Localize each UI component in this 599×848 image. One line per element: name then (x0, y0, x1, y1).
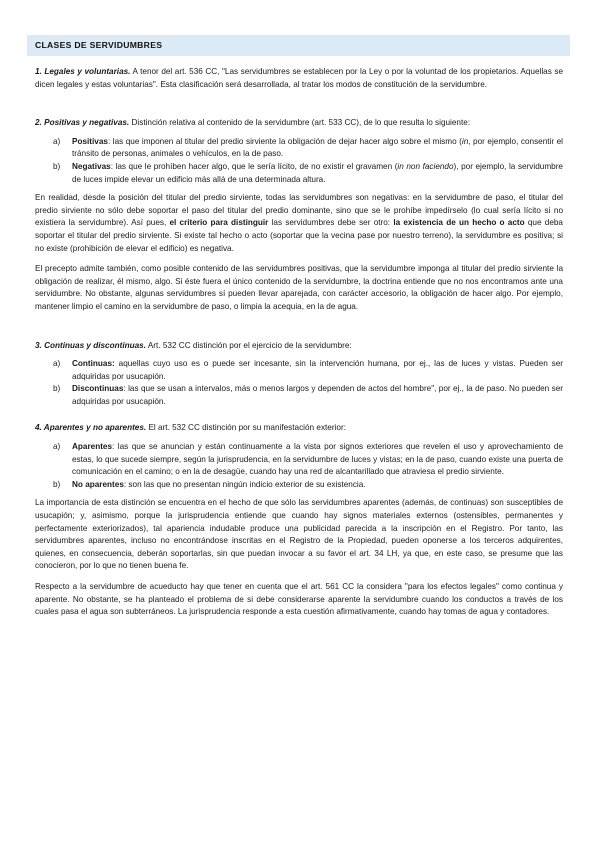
heading-continuas: 3. Continuas y discontinuas. (35, 340, 147, 350)
list-item: a) Aparentes: las que se anuncian y están continuamente a la vista por signos exteriores que revelen el uso y aprovechamiento de estas, lo que sucede siempre, según la jurisprudencia, en la servidumbre de luces y vistas; en la de paso, cuando existe una puerta de comunicación en el camino; o en la de desagüe, cuando hay una red de alcantarillado que atraviesa el predio sirviente. (53, 442, 563, 477)
heading-positivas: 2. Positivas y negativas. (35, 118, 130, 128)
paragraph-positivas-intro: 2. Positivas y negativas. Distinción relativa al contenido de la servidumbre (art. 533 CC), de lo que resulta lo siguiente: (35, 118, 471, 128)
section-title-banner (27, 35, 570, 56)
list-item: a) Positivas: las que imponen al titular del predio sirviente la obligación de dejar hacer algo sobre el mismo (in, por ejemplo, consentir el tránsito de personas, animales o vehículos, en la de paso. (53, 136, 563, 159)
list-continuas-discontinuas (35, 358, 563, 408)
list-item: b) Discontinuas: las que se usan a intervalos, más o menos largos y dependen de actos del hombre", por ej., la de paso. No pueden ser adquiridas por usucapión. (53, 384, 563, 406)
document-body (35, 66, 563, 619)
list-item: b) Negativas: las que le prohíben hacer algo, que le sería lícito, de no existir el gravamen (in non faciendo), por ejemplo, la servidumbre de luces impide elevar un edificio más allá de una determinada altura. (53, 161, 563, 184)
list-positivas-negativas (35, 136, 563, 186)
paragraph-importancia: La importancia de esta distinción se encuentra en el hecho de que sólo las servidumbres aparentes (además, de continuas) son susceptibles de usucapión; y, asimismo, porque la jurisprudencia entiende que cuando hay signos materiales externos (ostensibles, permanentes y perfectamente exteriorizados), tal apariencia indudable produce una publicidad parecida a la inscripción en el Registro. Por tanto, las servidumbres aparentes, incluso no encontrándose inscritas en el Registro de la Propiedad, pueden oponerse a los terceros adquirentes, quienes, en consecuencia, deberán soportarlas, sin que puedan invocar a su favor el art. 34 LH, ya que, en este caso, se presume que las conocieron, por lo que no tienen buena fe. (35, 498, 563, 571)
list-aparentes-no-aparentes (35, 441, 563, 491)
heading-aparentes: 4. Aparentes y no aparentes. (35, 423, 147, 433)
paragraph-precepto: El precepto admite también, como posible contenido de las servidumbres positivas, que la servidumbre imponga al titular del predio sirviente la obligación de realizar, él mismo, algo. Si éste fuera el único contenido de la servidumbre, la doctrina entiende que no nos encontramos ante una servidumbre. No obstante, algunas servidumbres sí pueden llevar aparejada, con carácter accesorio, la obligación de hacer algo. Por ejemplo, mantener limpio el camino en la servidumbre de paso, o limpia la acequia, en la de agua. (35, 264, 563, 311)
list-item: b) No aparentes: son las que no presentan ningún indicio exterior de su existencia. (53, 479, 366, 489)
paragraph-criterio: En realidad, desde la posición del titular del predio sirviente, todas las servidumbres son negativas: en la servidumbre de paso, el titular del predio sirviente no sólo debe soportar el paso del titular del predio dominante, sino que se le prohíbe impedírselo (lo cual sería lícito si no existiera la servidumbre). Así pues, el criterio para distinguir las servidumbres debe ser otro: la existencia de un hecho o acto que deba soportar el titular del predio sirviente. Si existe tal hecho o acto (soportar que la vecina pase por nuestro terreno), la servidumbre es positiva; si no existe (prohibición de elevar el edificio) es negativa. (35, 193, 563, 253)
paragraph-continuas-intro: 3. Continuas y discontinuas. Art. 532 CC distinción por el ejercicio de la servidumbre: (35, 340, 352, 350)
section-title: CLASES DE SERVIDUMBRES (35, 40, 163, 50)
paragraph-aparentes-intro: 4. Aparentes y no aparentes. El art. 532 CC distinción por su manifestación exterior: (35, 423, 346, 433)
paragraph-legales: 1. Legales y voluntarias. A tenor del art. 536 CC, "Las servidumbres se establecen por la Ley o por la voluntad de los propietarios. Aquellas se dicen legales y estas voluntarias". Esta clasificación será desarrollada, al tratar los modos de constitución de la servidumbre. (35, 67, 563, 89)
paragraph-acueducto: Respecto a la servidumbre de acueducto hay que tener en cuenta que el art. 561 CC la considera "para los efectos legales" como continua y aparente. No obstante, se ha planteado el problema de si debe considerarse aparente la servidumbre cuando los conductos a través de los cuales pasa el agua son subterráneos. La jurisprudencia responde a esta cuestión afirmativamente, cuando hay tomas de agua y contadores. (35, 582, 563, 617)
heading-legales: 1. Legales y voluntarias. (35, 67, 131, 76)
list-item: a) Continuas: aquellas cuyo uso es o puede ser incesante, sin la intervención humana, por ej., las de luces y vistas. Pueden ser adquiridas por usucapión. (53, 359, 563, 381)
